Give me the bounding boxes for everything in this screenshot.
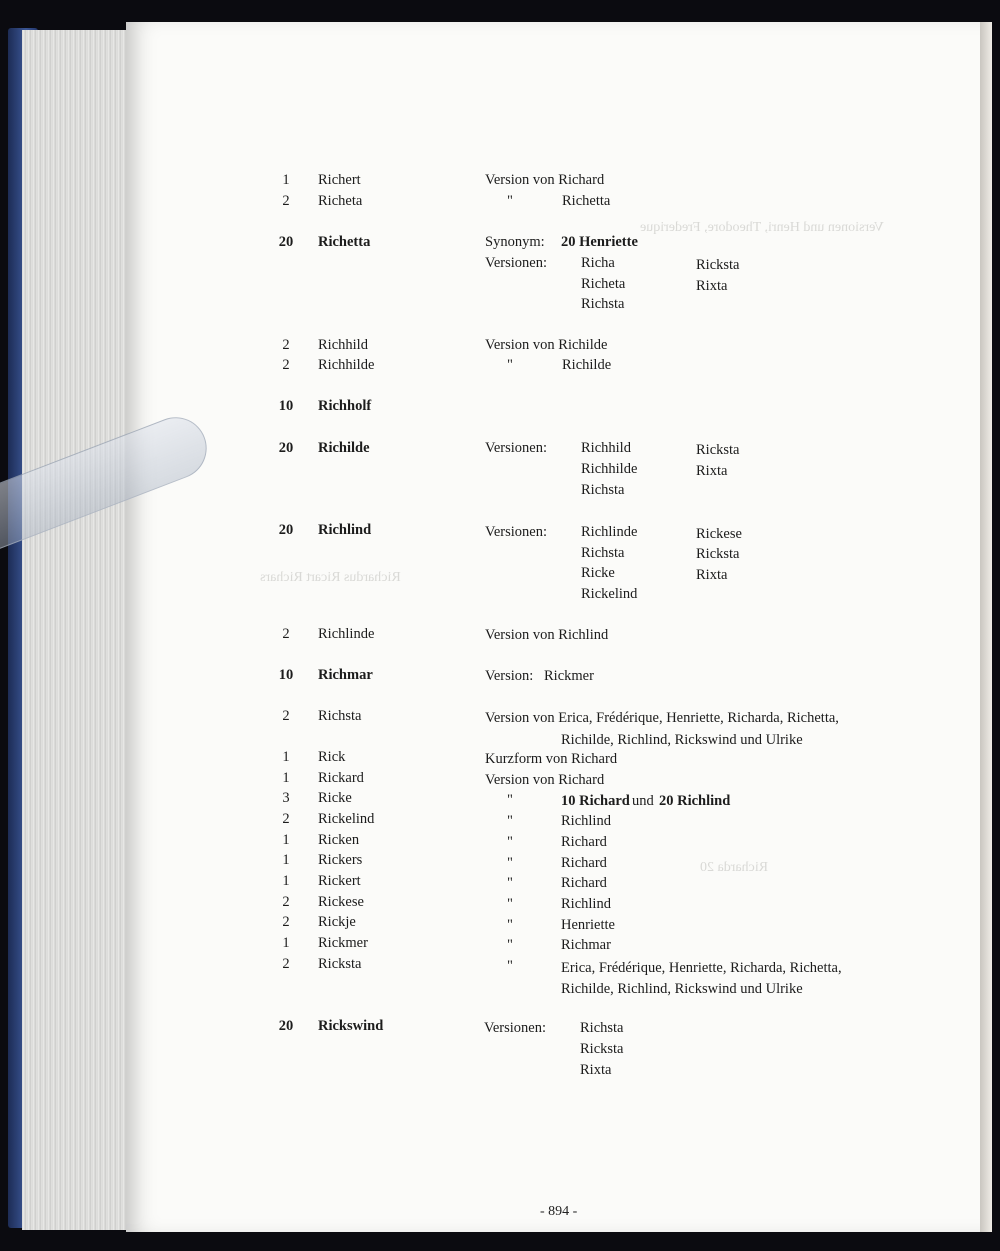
show-through-text: Richarda 20 (700, 860, 769, 875)
ditto-mark: " (507, 813, 513, 829)
note-ricke-bold1: 10 Richard (561, 793, 630, 809)
note-richeta: Richetta (562, 193, 611, 209)
entry-frequency: 20 (278, 522, 294, 538)
entry-frequency: 2 (282, 357, 290, 373)
versions-label: Versionen: (485, 440, 548, 456)
version-item: Richlinde (581, 524, 638, 540)
ditto-mark: " (507, 357, 513, 373)
entry-name: Ricken (318, 832, 360, 848)
note-rickese: Richlind (561, 896, 611, 912)
right-page-edge (980, 22, 992, 1232)
version-item: Rixta (696, 278, 728, 294)
entry-name: Richholf (318, 398, 372, 414)
entry-frequency: 20 (278, 1018, 294, 1034)
entry-frequency: 2 (282, 914, 290, 930)
version-item: Rixta (580, 1062, 612, 1078)
note-ricksta-line1: Erica, Frédérique, Henriette, Richarda, Richetta, (561, 960, 842, 976)
entry-frequency: 20 (278, 234, 294, 250)
versions-label: Versionen: (485, 524, 548, 540)
entry-frequency: 1 (282, 172, 290, 188)
entry-name: Richert (318, 172, 361, 188)
entry-frequency: 1 (282, 935, 290, 951)
note-ricke-bold2: 20 Richlind (659, 793, 731, 809)
note-richsta-line2: Richilde, Richlind, Rickswind und Ulrike (561, 732, 803, 748)
entry-name: Rickje (318, 914, 356, 930)
ditto-mark: " (507, 855, 513, 871)
page-number: - 894 - (540, 1204, 578, 1219)
entry-frequency: 1 (282, 770, 290, 786)
entry-name: Rickelind (318, 811, 375, 827)
entry-name: Rickese (318, 894, 364, 910)
entry-frequency: 10 (278, 667, 294, 683)
entry-name: Richsta (318, 708, 362, 724)
show-through-text: Richardus Ricart Richars (260, 570, 401, 585)
versions-label: Versionen: (484, 1020, 547, 1036)
note-rickelind: Richlind (561, 813, 611, 829)
version-item: Richsta (581, 296, 625, 312)
entry-frequency: 2 (282, 626, 290, 642)
entry-name: Richhild (318, 337, 368, 353)
ditto-mark: " (507, 875, 513, 891)
entry-frequency: 3 (282, 790, 290, 806)
version-item: Richa (581, 255, 615, 271)
ditto-mark: " (507, 834, 513, 850)
entry-frequency: 10 (278, 398, 294, 414)
page-stack (22, 30, 134, 1230)
entry-name: Rickmer (318, 935, 368, 951)
version-item: Rickelind (581, 586, 638, 602)
entry-frequency: 2 (282, 337, 290, 353)
ditto-mark: " (507, 958, 513, 974)
show-through-text: Versionen und Henri, Theodore, Frederique (640, 220, 884, 235)
version-item: Rixta (696, 463, 728, 479)
entry-frequency: 2 (282, 811, 290, 827)
version-item: Rickmer (544, 668, 594, 684)
version-item: Richhild (581, 440, 631, 456)
note-ricksta-line2: Richilde, Richlind, Rickswind und Ulrike (561, 981, 803, 997)
entry-frequency: 2 (282, 708, 290, 724)
entry-name: Rickers (318, 852, 363, 868)
note-rickje: Henriette (561, 917, 615, 933)
entry-name: Ricksta (318, 956, 362, 972)
version-item: Ricksta (696, 257, 740, 273)
note-rickard: Version von Richard (485, 772, 605, 788)
synonym-label: Synonym: (485, 234, 545, 250)
ditto-mark: " (507, 917, 513, 933)
version-item: Richhilde (581, 461, 638, 477)
version-item: Rickese (696, 526, 742, 542)
entry-frequency: 1 (282, 832, 290, 848)
entry-frequency: 1 (282, 873, 290, 889)
version-item: Rixta (696, 567, 728, 583)
entry-name: Richilde (318, 440, 370, 456)
entry-frequency: 2 (282, 894, 290, 910)
note-richlinde: Version von Richlind (485, 627, 609, 643)
note-richsta-line1: Version von Erica, Frédérique, Henriette, Richarda, Richetta, (485, 710, 839, 726)
entry-name: Richlind (318, 522, 372, 538)
entry-name: Ricke (318, 790, 352, 806)
note-rick: Kurzform von Richard (485, 751, 618, 767)
synonym-value: 20 Henriette (561, 234, 638, 250)
entry-name: Richmar (318, 667, 373, 683)
ditto-mark: " (507, 792, 513, 808)
version-item: Ricke (581, 565, 615, 581)
version-label: Version: (485, 668, 534, 684)
entry-name: Richlinde (318, 626, 375, 642)
entry-name: Rick (318, 749, 346, 765)
entry-name: Rickard (318, 770, 364, 786)
entry-name: Rickert (318, 873, 361, 889)
version-item: Ricksta (580, 1041, 624, 1057)
entry-name: Rickswind (318, 1018, 384, 1034)
entry-frequency: 2 (282, 956, 290, 972)
entry-frequency: 1 (282, 749, 290, 765)
note-rickert: Richard (561, 875, 607, 891)
version-item: Ricksta (696, 546, 740, 562)
note-ricken: Richard (561, 834, 607, 850)
version-item: Ricksta (696, 442, 740, 458)
note-richert: Version von Richard (485, 172, 605, 188)
entry-frequency: 2 (282, 193, 290, 209)
ditto-mark: " (507, 896, 513, 912)
ditto-mark: " (507, 937, 513, 953)
entry-name: Richhilde (318, 357, 375, 373)
note-richhilde: Richilde (562, 357, 612, 373)
note-rickmer: Richmar (561, 937, 611, 953)
entry-name: Richetta (318, 234, 371, 250)
note-rickers: Richard (561, 855, 607, 871)
note-richhild: Version von Richilde (485, 337, 608, 353)
note-ricke-und: und (632, 793, 654, 809)
entry-name: Richeta (318, 193, 363, 209)
entry-frequency: 20 (278, 440, 294, 456)
version-item: Richsta (581, 545, 625, 561)
version-item: Richeta (581, 276, 626, 292)
entry-frequency: 1 (282, 852, 290, 868)
version-item: Richsta (581, 482, 625, 498)
version-item: Richsta (580, 1020, 624, 1036)
versions-label: Versionen: (485, 255, 548, 271)
ditto-mark: " (507, 193, 513, 209)
